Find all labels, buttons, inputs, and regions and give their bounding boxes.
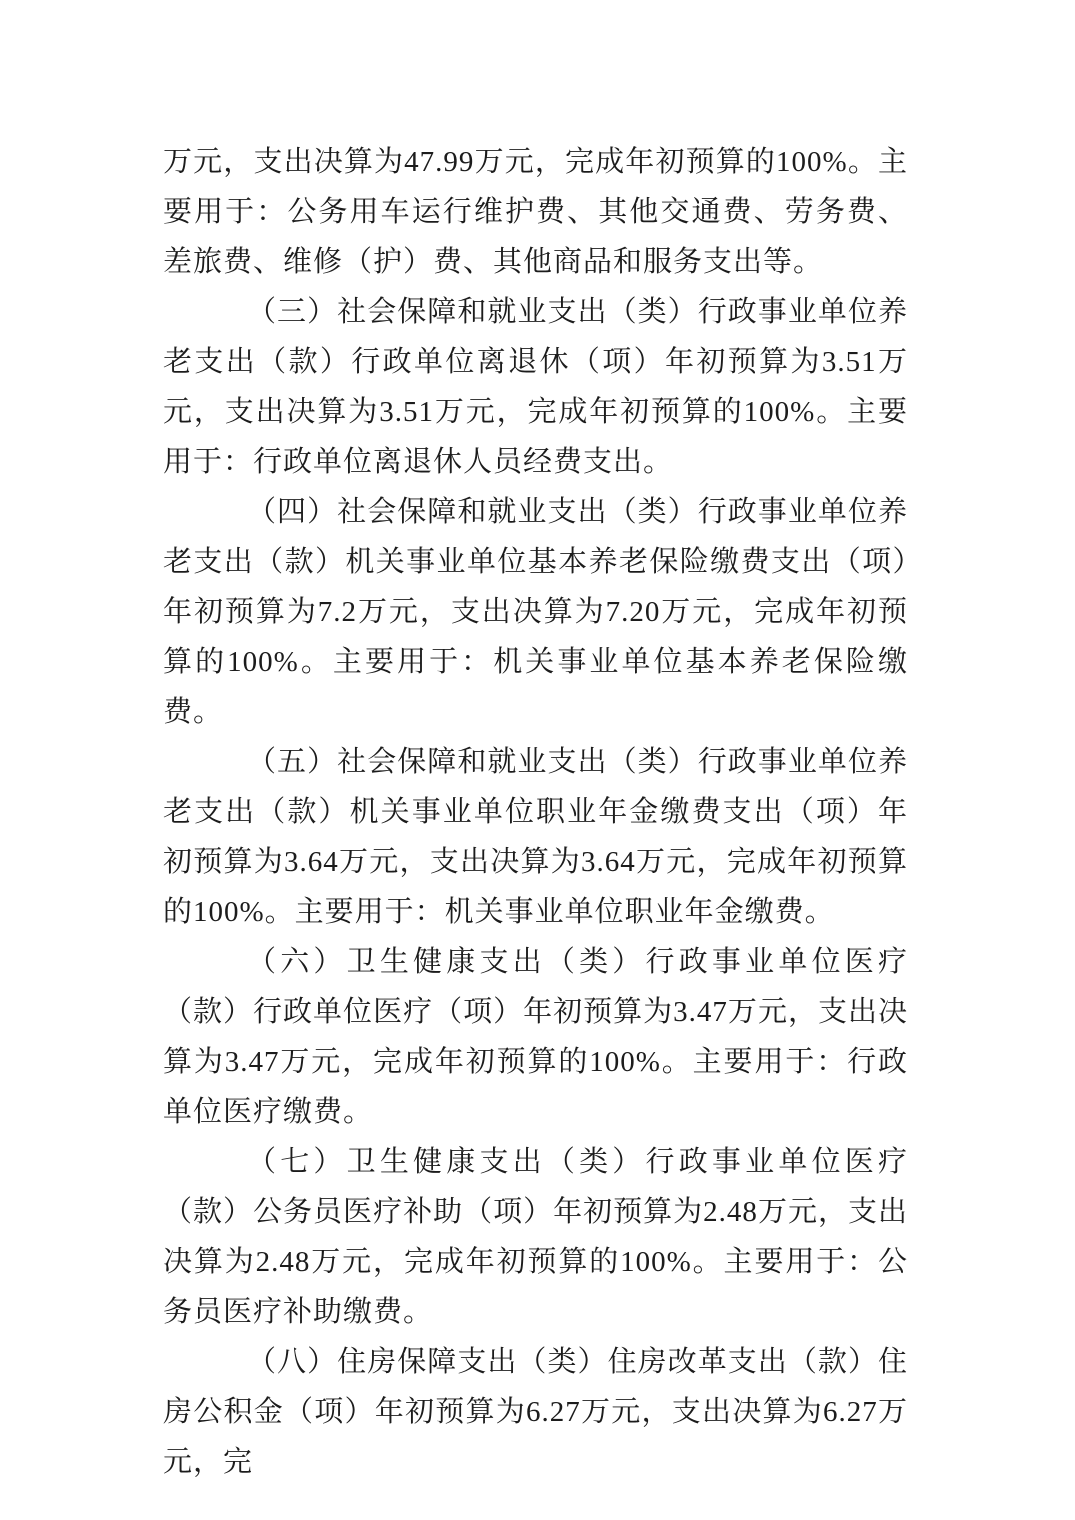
paragraph-social-security-retirement: （三）社会保障和就业支出（类）行政事业单位养老支出（款）行政单位离退休（项）年初预算为3.51万元，支出决算为3.51万元，完成年初预算的100%。主要用于：行政单位离退休人员经费支出。 [163,296,908,478]
paragraph-health-civil-servant-medical-subsidy: （七）卫生健康支出（类）行政事业单位医疗（款）公务员医疗补助（项）年初预算为2.48万元，支出决算为2.48万元，完成年初预算的100%。主要用于：公务员医疗补助缴费。 [163,1146,908,1328]
document-body [163,137,908,1487]
paragraph-health-admin-medical: （六）卫生健康支出（类）行政事业单位医疗（款）行政单位医疗（项）年初预算为3.47万元，支出决算为3.47万元，完成年初预算的100%。主要用于：行政单位医疗缴费。 [163,946,908,1128]
paragraph-housing-provident-fund: （八）住房保障支出（类）住房改革支出（款）住房公积金（项）年初预算为6.27万元，支出决算为6.27万元，完 [163,1346,908,1478]
paragraph-social-security-basic-pension: （四）社会保障和就业支出（类）行政事业单位养老支出（款）机关事业单位基本养老保险缴费支出（项）年初预算为7.2万元，支出决算为7.20万元，完成年初预算的100%。主要用于：机关事业单位基本养老保险缴费。 [163,496,908,728]
paragraph-social-security-occupational-annuity: （五）社会保障和就业支出（类）行政事业单位养老支出（款）机关事业单位职业年金缴费支出（项）年初预算为3.64万元，支出决算为3.64万元，完成年初预算的100%。主要用于：机关事业单位职业年金缴费。 [163,746,908,928]
paragraph-expenditure-vehicle-continuation: 万元，支出决算为47.99万元，完成年初预算的100%。主要用于：公务用车运行维护费、其他交通费、劳务费、差旅费、维修（护）费、其他商品和服务支出等。 [163,146,908,278]
